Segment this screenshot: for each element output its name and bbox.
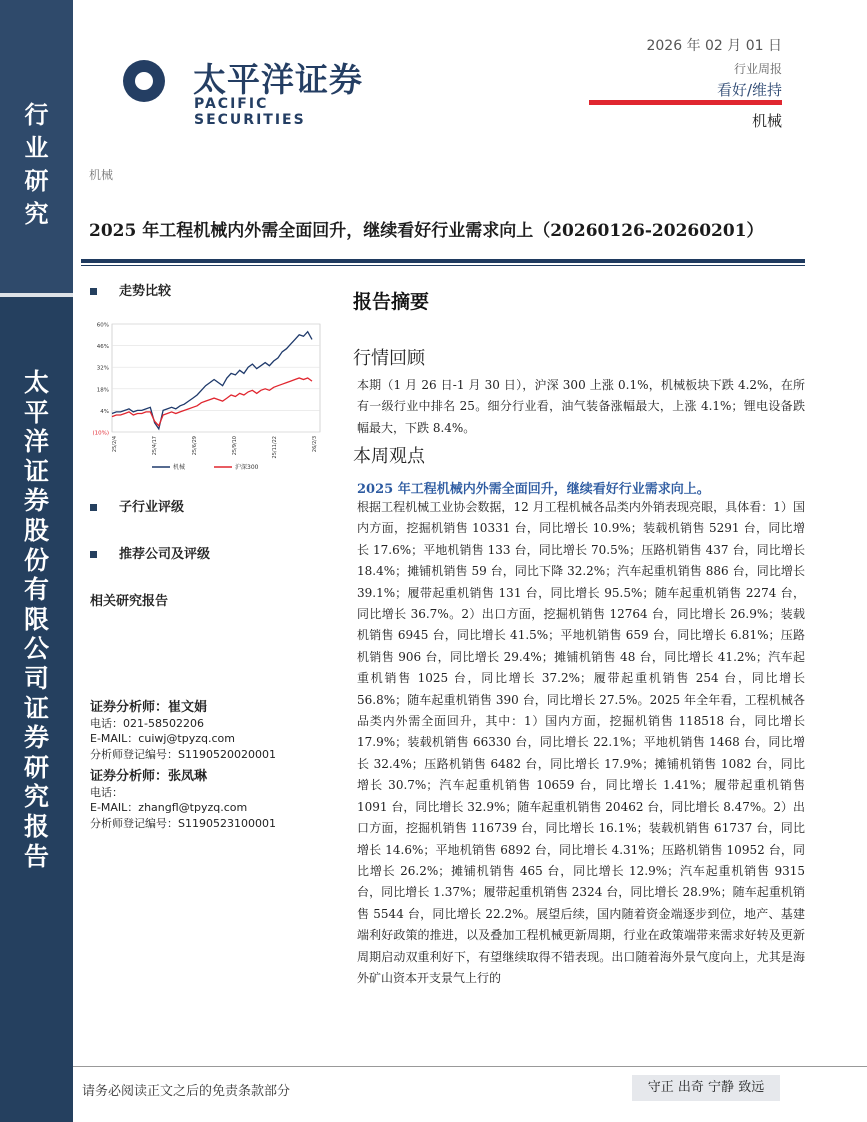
- abstract-heading: 报告摘要: [353, 291, 430, 313]
- company-section-heading: 推荐公司及评级: [90, 543, 210, 562]
- trend-chart: [88, 312, 328, 477]
- sidebar-report-category: 行 业 研 究: [24, 100, 49, 228]
- left-sidebar: [0, 0, 73, 1122]
- bullet-square-icon: [90, 504, 97, 511]
- sector-tag: 机械: [89, 168, 114, 182]
- analyst-name: 证券分析师：张凤琳: [90, 769, 208, 784]
- footer-disclaimer: 请务必阅读正文之后的免责条款部分: [82, 1084, 291, 1099]
- analyst-email[interactable]: E-MAIL：zhangfl@tpyzq.com: [90, 801, 248, 814]
- bullet-square-icon: [90, 551, 97, 558]
- chart-x-tick-label: 25/4/17: [152, 436, 158, 456]
- title-rule-thin: [81, 265, 805, 266]
- view-title: 2025 年工程机械内外需全面回升，继续看好行业需求向上。: [357, 482, 710, 497]
- chart-legend-label: 沪深300: [235, 464, 259, 471]
- chart-y-tick-label: 18%: [96, 387, 109, 394]
- logo-english-name: PACIFIC SECURITIES: [194, 96, 306, 128]
- chart-x-tick-label: 26/2/3: [312, 436, 318, 453]
- company-logo: [86, 18, 376, 142]
- analyst-registration: 分析师登记编号：S1190523100001: [90, 816, 276, 830]
- chart-x-tick-label: 25/2/4: [112, 436, 118, 453]
- chart-series-line-0: [112, 332, 312, 429]
- chart-x-tick-label: 25/6/29: [192, 436, 198, 456]
- view-heading: 本周观点: [353, 446, 425, 467]
- chart-y-tick-label: 46%: [96, 344, 109, 351]
- sidebar-company-name: 太 平 洋 证 券 股 份 有 限 公 司 证 券 研 究 报 告: [23, 368, 49, 871]
- chart-y-tick-label: 32%: [96, 365, 109, 372]
- title-rule: [81, 259, 805, 263]
- chart-y-tick-label: (10%): [92, 430, 109, 437]
- sidebar-divider: [0, 293, 73, 297]
- footer-slogan: 守正 出奇 宁静 致远: [632, 1075, 780, 1101]
- chart-y-tick-label: 4%: [100, 408, 109, 415]
- analyst-card: [90, 769, 276, 831]
- chart-legend-label: 机械: [173, 464, 186, 471]
- chart-series-line-1: [112, 378, 312, 426]
- page-title: 2025 年工程机械内外需全面回升，继续看好行业需求向上（20260126-20260201）: [89, 221, 764, 241]
- logo-chinese-name: 太平洋证券: [193, 60, 363, 99]
- related-reports-heading: 相关研究报告: [90, 594, 169, 609]
- analyst-phone: 电话：021-58502206: [90, 716, 204, 730]
- report-type: 行业周报: [733, 62, 782, 76]
- subindustry-section-heading: 子行业评级: [90, 496, 184, 515]
- analyst-email[interactable]: E-MAIL：cuiwj@tpyzq.com: [90, 732, 235, 745]
- sector-label: 机械: [751, 112, 782, 130]
- analyst-phone: 电话：: [90, 785, 123, 799]
- logo-emblem-icon: [86, 18, 196, 142]
- chart-plot-frame: [112, 324, 320, 432]
- trend-section-heading: 走势比较: [90, 280, 171, 299]
- chart-y-tick-label: 60%: [96, 322, 109, 329]
- analyst-card: [90, 700, 276, 762]
- review-heading: 行情回顾: [353, 348, 425, 369]
- chart-x-tick-label: 25/9/10: [232, 436, 238, 456]
- report-date: 2026 年 02 月 01 日: [646, 38, 782, 54]
- view-paragraph: 根据工程机械工业协会数据，12 月工程机械各品类内外销表现亮眼，具体看：1）国内方面，挖掘机销售 10331 台，同比增长 10.9%；装载机销售 5291 台，同比增长 17.6%；平地机销售 133 台，同比增长 70.5%；压路机销售 437 台，同比增长 18.4%；摊铺机销售 59 台，同比下降 32.2%；汽车起重机销售 886 台，同比增长 39.1%；履带起重机销售 131 台，同比增长 95.5%；随车起重机销售 2274 台，同比增长 36.7%。2）出口方面，挖掘机销售 12764 台，同比增长 26.9%；装载机销售 6945 台，同比增长 41.5%；平地机销售 659 台，同比增长 6.81%；压路机销售 906 台，同比增长 29.4%；摊铺机销售 48 台，同比增长 41.2%；汽车起重机销售 1025 台，同比增长 37.2%；履带起重机销售 254 台，同比增长 56.8%；随车起重机销售 390 台，同比增长 27.5%。2025 年全年看，工程机械各品类内外需全面回升，其中：1）国内方面，挖掘机销售 118518 台，同比增长 17.9%；装载机销售 66330 台，同比增长 22.1%；平地机销售 1468 台，同比增长 32.4%；压路机销售 6482 台，同比增长 17.9%；摊铺机销售 1082 台，同比增长 30.7%；汽车起重机销售 10659 台，同比增长 1.41%；履带起重机销售 1091 台，同比增长 32.9%；随车起重机销售 20462 台，同比增长 8.47%。2）出口方面，挖掘机销售 116739 台，同比增长 16.1%；装载机销售 61737 台，同比增长 14.6%；平地机销售 6892 台，同比增长 4.31%；压路机销售 10952 台，同比增长 26.2%；摊铺机销售 465 台，同比增长 12.9%；汽车起重机销售 9315 台，同比增长 1.37%；履带起重机销售 2324 台，同比增长 28.9%；随车起重机销售 5544 台，同比增长 22.2%。展望后续，国内随着资金端逐步到位，地产、基建端利好政策的推进，以及叠加工程机械更新周期，行业在政策端带来需求好转及更新周期启动双重利好下，有望继续取得不错表现。出口随着海外景气度向上，尤其是海外矿山资本开支景气上行的: [357, 500, 805, 985]
- analyst-registration: 分析师登记编号：S1190520020001: [90, 747, 276, 761]
- footer-rule: [73, 1066, 867, 1067]
- analyst-name: 证券分析师：崔文娟: [90, 700, 208, 715]
- bullet-square-icon: [90, 288, 97, 295]
- industry-rating: 看好/维持: [716, 81, 782, 99]
- review-paragraph: 本期（1 月 26 日-1 月 30 日），沪深 300 上涨 0.1%，机械板块下跌 4.2%，在所有一级行业中排名 25。细分行业看，油气装备涨幅最大，上涨 4.1%；锂电设备跌幅最大，下跌 8.4%。: [357, 378, 805, 435]
- header-red-rule: [589, 100, 782, 105]
- chart-x-tick-label: 25/11/22: [272, 436, 278, 459]
